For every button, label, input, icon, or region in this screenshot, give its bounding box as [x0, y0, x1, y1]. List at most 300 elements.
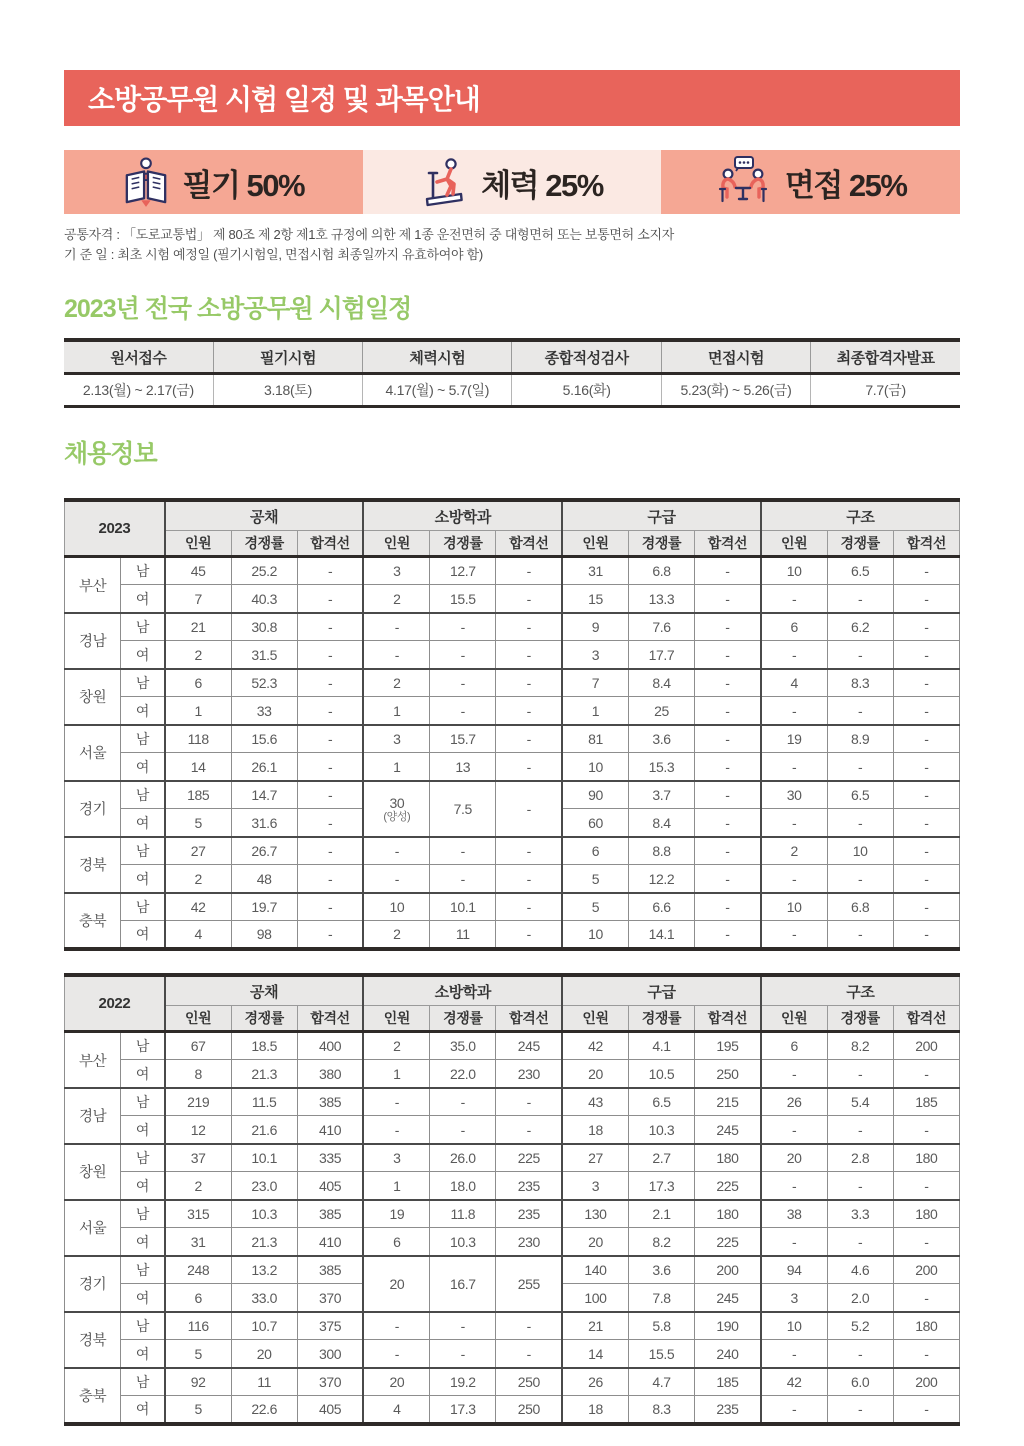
data-cell: -: [297, 725, 363, 753]
data-cell: 10.5: [628, 1060, 694, 1088]
data-cell: 2.8: [827, 1144, 893, 1172]
data-cell: 385: [297, 1088, 363, 1116]
data-cell: -: [893, 893, 959, 921]
column-header: 인원: [363, 1006, 429, 1032]
data-cell: 4: [363, 1396, 429, 1424]
data-cell: -: [827, 1060, 893, 1088]
data-cell: 375: [297, 1312, 363, 1340]
data-cell: -: [496, 865, 562, 893]
weight-box-written: [64, 150, 363, 214]
column-header: 합격선: [496, 1006, 562, 1032]
data-cell: 2.1: [628, 1200, 694, 1228]
data-cell: -: [430, 1116, 496, 1144]
data-cell: 15: [562, 585, 628, 613]
data-cell: -: [695, 809, 761, 837]
interview-icon: [715, 155, 771, 209]
data-cell: -: [297, 669, 363, 697]
data-cell: 7: [562, 669, 628, 697]
data-cell: -: [496, 641, 562, 669]
column-header: 합격선: [297, 1006, 363, 1032]
data-cell: 14: [165, 753, 231, 781]
data-cell: -: [297, 753, 363, 781]
column-header: 합격선: [297, 531, 363, 557]
data-cell: 248: [165, 1256, 231, 1284]
recruit-heading: 채용정보: [64, 439, 157, 468]
data-cell: -: [893, 585, 959, 613]
table-row: [65, 1312, 960, 1340]
data-cell: 15.5: [628, 1340, 694, 1368]
data-cell: -: [430, 837, 496, 865]
data-cell: 235: [496, 1172, 562, 1200]
data-cell: 180: [695, 1200, 761, 1228]
group-header: 소방학과: [363, 500, 562, 531]
subcol-header-row: [65, 1006, 960, 1032]
data-cell: 6.8: [628, 557, 694, 585]
data-cell: 10.1: [430, 893, 496, 921]
data-cell: 9: [562, 613, 628, 641]
table-row: [65, 1144, 960, 1172]
gender-cell: 여: [121, 1060, 165, 1088]
data-cell: -: [761, 865, 827, 893]
data-cell: -: [695, 669, 761, 697]
data-cell: 245: [695, 1284, 761, 1312]
data-cell: 180: [893, 1312, 959, 1340]
data-cell: -: [893, 1228, 959, 1256]
region-cell: 경기: [65, 781, 121, 837]
data-cell: 2.7: [628, 1144, 694, 1172]
weight-box-physical: [363, 150, 662, 214]
table-row: [65, 893, 960, 921]
data-cell: 21: [165, 613, 231, 641]
data-cell: 12.7: [430, 557, 496, 585]
data-cell: 13: [430, 753, 496, 781]
data-cell: 8.4: [628, 809, 694, 837]
data-cell: 10.3: [430, 1228, 496, 1256]
region-cell: 충북: [65, 893, 121, 949]
gender-cell: 남: [121, 1032, 165, 1060]
data-cell: 185: [695, 1368, 761, 1396]
data-cell: 130: [562, 1200, 628, 1228]
data-cell: -: [893, 557, 959, 585]
group-header: 구조: [761, 975, 960, 1006]
data-cell: 16.7: [430, 1256, 496, 1312]
data-cell: -: [363, 1088, 429, 1116]
data-cell: 3.6: [628, 1256, 694, 1284]
table-row: [65, 1060, 960, 1088]
data-cell: -: [363, 1312, 429, 1340]
data-cell: 3.6: [628, 725, 694, 753]
group-header: 공채: [165, 975, 364, 1006]
data-cell: 6: [761, 1032, 827, 1060]
column-header: 합격선: [695, 531, 761, 557]
table-row: [65, 1172, 960, 1200]
region-cell: 충북: [65, 1368, 121, 1424]
data-cell: -: [893, 781, 959, 809]
data-cell: 300: [297, 1340, 363, 1368]
data-cell: 230: [496, 1228, 562, 1256]
schedule-col-header: 종합적성검사: [512, 340, 661, 373]
gender-cell: 여: [121, 1116, 165, 1144]
data-cell: 20: [363, 1256, 429, 1312]
column-header: 인원: [761, 1006, 827, 1032]
data-cell: -: [496, 753, 562, 781]
gender-cell: 남: [121, 613, 165, 641]
data-cell: 2: [363, 921, 429, 949]
region-cell: 서울: [65, 725, 121, 781]
group-header-row: [65, 975, 960, 1006]
data-cell: 11.5: [231, 1088, 297, 1116]
data-cell: -: [430, 613, 496, 641]
data-cell: 250: [496, 1396, 562, 1424]
gender-cell: 여: [121, 921, 165, 949]
data-cell: 21.3: [231, 1228, 297, 1256]
data-cell: -: [496, 1088, 562, 1116]
gender-cell: 여: [121, 1396, 165, 1424]
schedule-cell: 5.16(화): [512, 373, 661, 406]
data-cell: 8.4: [628, 669, 694, 697]
table-row: [65, 837, 960, 865]
data-cell: 6: [761, 613, 827, 641]
data-cell: -: [297, 921, 363, 949]
data-cell: -: [827, 1172, 893, 1200]
gender-cell: 남: [121, 1312, 165, 1340]
schedule-cell: 4.17(월) ~ 5.7(일): [363, 373, 512, 406]
data-cell: 4: [165, 921, 231, 949]
treadmill-icon: [421, 155, 467, 209]
data-cell: 23.0: [231, 1172, 297, 1200]
region-cell: 부산: [65, 557, 121, 613]
data-cell: -: [827, 809, 893, 837]
data-cell: 4: [761, 669, 827, 697]
data-cell: 42: [165, 893, 231, 921]
data-cell: 18: [562, 1116, 628, 1144]
data-cell: -: [893, 725, 959, 753]
schedule-col-header: 최종합격자발표: [811, 340, 960, 373]
cell-subtext: (양성): [383, 810, 411, 823]
data-cell: -: [761, 1340, 827, 1368]
data-cell: -: [430, 1340, 496, 1368]
data-cell: 18: [562, 1396, 628, 1424]
data-cell: 19.2: [430, 1368, 496, 1396]
data-cell: -: [893, 837, 959, 865]
data-cell: 10: [761, 893, 827, 921]
recruit-table-2023: [64, 498, 960, 951]
data-cell: 42: [761, 1368, 827, 1396]
data-cell: -: [363, 613, 429, 641]
gender-cell: 여: [121, 697, 165, 725]
data-cell: 8.2: [827, 1032, 893, 1060]
data-cell: 18.5: [231, 1032, 297, 1060]
data-cell: -: [297, 781, 363, 809]
data-cell: 35.0: [430, 1032, 496, 1060]
data-cell: 405: [297, 1172, 363, 1200]
data-cell: -: [695, 837, 761, 865]
weight-label-written: 필기 50%: [182, 167, 305, 203]
data-cell: -: [496, 921, 562, 949]
data-cell: -: [430, 641, 496, 669]
column-header: 합격선: [893, 531, 959, 557]
data-cell: 230: [496, 1060, 562, 1088]
data-cell: 6.5: [628, 1088, 694, 1116]
data-cell: 19.7: [231, 893, 297, 921]
gender-cell: 여: [121, 585, 165, 613]
data-cell: -: [827, 1116, 893, 1144]
data-cell: 7.6: [628, 613, 694, 641]
data-cell: 6: [363, 1228, 429, 1256]
data-cell: 45: [165, 557, 231, 585]
data-cell: 219: [165, 1088, 231, 1116]
data-cell: 410: [297, 1228, 363, 1256]
data-cell: -: [893, 921, 959, 949]
data-cell: 1: [363, 1172, 429, 1200]
data-cell: 7.5: [430, 781, 496, 837]
schedule-heading: 2023년 전국 소방공무원 시험일정: [64, 295, 412, 324]
table-row: [65, 641, 960, 669]
data-cell: 4.6: [827, 1256, 893, 1284]
reader-icon: [123, 155, 169, 209]
schedule-col-header: 필기시험: [213, 340, 362, 373]
data-cell: -: [893, 1172, 959, 1200]
data-cell: -: [496, 837, 562, 865]
content-area: [64, 70, 960, 1426]
table-row: [65, 1032, 960, 1060]
gender-cell: 여: [121, 641, 165, 669]
data-cell: 3: [363, 1144, 429, 1172]
data-cell: 25: [628, 697, 694, 725]
data-cell: 8.3: [827, 669, 893, 697]
data-cell: -: [363, 641, 429, 669]
data-cell: 185: [165, 781, 231, 809]
data-cell: -: [695, 781, 761, 809]
data-cell: -: [297, 585, 363, 613]
data-cell: 190: [695, 1312, 761, 1340]
gender-cell: 남: [121, 1256, 165, 1284]
data-cell: -: [893, 809, 959, 837]
data-cell: -: [761, 585, 827, 613]
data-cell: -: [761, 1396, 827, 1424]
group-header-row: [65, 500, 960, 531]
data-cell: 3: [562, 1172, 628, 1200]
data-cell: 5.8: [628, 1312, 694, 1340]
data-cell: 21: [562, 1312, 628, 1340]
table-row: [65, 1200, 960, 1228]
data-cell: -: [827, 1228, 893, 1256]
data-cell: 19: [761, 725, 827, 753]
gender-cell: 여: [121, 1284, 165, 1312]
gender-cell: 남: [121, 1088, 165, 1116]
gender-cell: 남: [121, 725, 165, 753]
gender-cell: 남: [121, 557, 165, 585]
data-cell: 6.0: [827, 1368, 893, 1396]
data-cell: -: [695, 865, 761, 893]
data-cell: 20: [363, 1368, 429, 1396]
data-cell: 4.1: [628, 1032, 694, 1060]
data-cell: 2: [761, 837, 827, 865]
exam-weight-row: [64, 150, 960, 214]
data-cell: -: [496, 557, 562, 585]
data-cell: 225: [695, 1228, 761, 1256]
schedule-cell: 7.7(금): [811, 373, 960, 406]
table-row: [65, 1368, 960, 1396]
data-cell: 3: [562, 641, 628, 669]
data-cell: -: [827, 1396, 893, 1424]
data-cell: -: [363, 1340, 429, 1368]
data-cell: 1: [363, 697, 429, 725]
region-cell: 창원: [65, 669, 121, 725]
data-cell: 380: [297, 1060, 363, 1088]
data-cell: 21.6: [231, 1116, 297, 1144]
data-cell: 7: [165, 585, 231, 613]
data-cell: 225: [496, 1144, 562, 1172]
schedule-col-header: 체력시험: [363, 340, 512, 373]
data-cell: -: [496, 1312, 562, 1340]
data-cell: 118: [165, 725, 231, 753]
data-cell: 18.0: [430, 1172, 496, 1200]
data-cell: 19: [363, 1200, 429, 1228]
column-header: 합격선: [496, 531, 562, 557]
data-cell: 3: [363, 725, 429, 753]
data-cell: -: [430, 1312, 496, 1340]
qualification-notes: [64, 225, 960, 265]
data-cell: 31: [165, 1228, 231, 1256]
gender-cell: 여: [121, 809, 165, 837]
column-header: 경쟁률: [827, 1006, 893, 1032]
region-cell: 경남: [65, 613, 121, 669]
data-cell: 20: [761, 1144, 827, 1172]
data-cell: -: [297, 809, 363, 837]
data-cell: -: [827, 585, 893, 613]
data-cell: 405: [297, 1396, 363, 1424]
data-cell: -: [363, 837, 429, 865]
data-cell: 180: [695, 1144, 761, 1172]
data-cell: 27: [562, 1144, 628, 1172]
data-cell: -: [761, 1228, 827, 1256]
gender-cell: 여: [121, 1172, 165, 1200]
data-cell: -: [695, 641, 761, 669]
data-cell: 2.0: [827, 1284, 893, 1312]
data-cell: 31.6: [231, 809, 297, 837]
data-cell: 40.3: [231, 585, 297, 613]
group-header: 구조: [761, 500, 960, 531]
data-cell: 1: [165, 697, 231, 725]
data-cell: 2: [363, 1032, 429, 1060]
data-cell: 14.1: [628, 921, 694, 949]
data-cell: -: [893, 1284, 959, 1312]
data-cell: 2: [363, 585, 429, 613]
data-cell: -: [496, 697, 562, 725]
data-cell: 26.1: [231, 753, 297, 781]
data-cell: 370: [297, 1368, 363, 1396]
data-cell: -: [827, 641, 893, 669]
data-cell: 5: [165, 809, 231, 837]
group-header: 구급: [562, 975, 761, 1006]
data-cell: 5: [165, 1396, 231, 1424]
weight-label-interview: 면접 25%: [784, 167, 907, 203]
data-cell: 1: [363, 1060, 429, 1088]
data-cell: 116: [165, 1312, 231, 1340]
data-cell: -: [297, 893, 363, 921]
data-cell: 5: [562, 865, 628, 893]
data-cell: 400: [297, 1032, 363, 1060]
group-header: 구급: [562, 500, 761, 531]
data-cell: -: [761, 753, 827, 781]
data-cell: 2: [165, 641, 231, 669]
data-cell: -: [297, 837, 363, 865]
column-header: 경쟁률: [827, 531, 893, 557]
schedule-col-header: 원서접수: [64, 340, 213, 373]
data-cell: 10: [363, 893, 429, 921]
data-cell: -: [496, 781, 562, 837]
data-cell: -: [761, 641, 827, 669]
column-header: 경쟁률: [231, 531, 297, 557]
data-cell: 2: [165, 1172, 231, 1200]
data-cell: -: [893, 669, 959, 697]
data-cell: 21.3: [231, 1060, 297, 1088]
data-cell: -: [893, 1340, 959, 1368]
gender-cell: 남: [121, 1368, 165, 1396]
gender-cell: 남: [121, 837, 165, 865]
column-header: 경쟁률: [628, 1006, 694, 1032]
data-cell: 31: [562, 557, 628, 585]
data-cell: 7.8: [628, 1284, 694, 1312]
region-cell: 경기: [65, 1256, 121, 1312]
data-cell: 26: [761, 1088, 827, 1116]
data-cell: -: [297, 613, 363, 641]
data-cell: -: [430, 697, 496, 725]
data-cell: -: [893, 1396, 959, 1424]
data-cell: -: [496, 613, 562, 641]
data-cell: -: [893, 697, 959, 725]
region-cell: 서울: [65, 1200, 121, 1256]
data-cell: -: [827, 753, 893, 781]
data-cell: -: [430, 1088, 496, 1116]
year-cell: 2022: [65, 975, 165, 1032]
data-cell: 14: [562, 1340, 628, 1368]
data-cell: 33.0: [231, 1284, 297, 1312]
gender-cell: 남: [121, 893, 165, 921]
data-cell: 195: [695, 1032, 761, 1060]
data-cell: 10.7: [231, 1312, 297, 1340]
data-cell: -: [363, 1116, 429, 1144]
data-cell: 90: [562, 781, 628, 809]
data-cell: 37: [165, 1144, 231, 1172]
data-cell: -: [893, 1116, 959, 1144]
data-cell: 235: [695, 1396, 761, 1424]
data-cell: 43: [562, 1088, 628, 1116]
data-cell: 31.5: [231, 641, 297, 669]
data-cell: -: [761, 921, 827, 949]
data-cell: 100: [562, 1284, 628, 1312]
data-cell: -: [297, 865, 363, 893]
year-cell: 2023: [65, 500, 165, 557]
data-cell: -: [695, 725, 761, 753]
note-base-date: 기 준 일 : 최초 시험 예정일 (필기시험일, 면접시험 최종일까지 유효하여야 함): [64, 247, 483, 263]
schedule-value-row: [64, 373, 960, 406]
data-cell: 315: [165, 1200, 231, 1228]
weight-label-physical: 체력 25%: [481, 167, 603, 203]
data-cell: -: [761, 1116, 827, 1144]
data-cell: -: [363, 865, 429, 893]
data-cell: 26.7: [231, 837, 297, 865]
column-header: 경쟁률: [430, 531, 496, 557]
data-cell: 26: [562, 1368, 628, 1396]
data-cell: 25.2: [231, 557, 297, 585]
data-cell: -: [695, 921, 761, 949]
data-cell: 81: [562, 725, 628, 753]
data-cell: 200: [695, 1256, 761, 1284]
data-cell: -: [893, 753, 959, 781]
data-cell: 6.2: [827, 613, 893, 641]
